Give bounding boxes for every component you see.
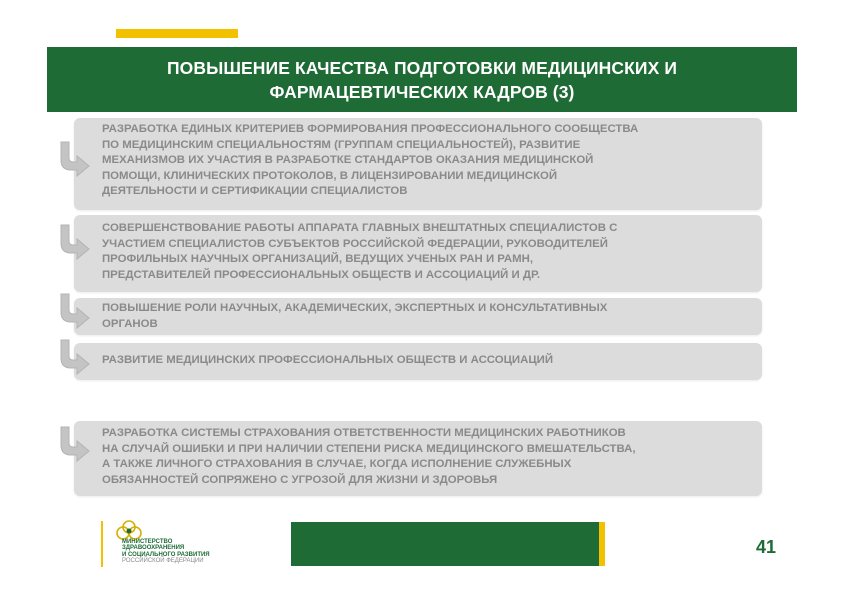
- page-title-line-1: ПОВЫШЕНИЕ КАЧЕСТВА ПОДГОТОВКИ МЕДИЦИНСКИХ И: [166, 57, 678, 78]
- curved-arrow-icon: [57, 140, 91, 180]
- page-title-line-2: ФАРМАЦЕВТИЧЕСКИХ КАДРОВ (3): [269, 81, 575, 102]
- list-item-text: СОВЕРШЕНСТВОВАНИЕ РАБОТЫ АППАРАТА ГЛАВНЫХ ВНЕШТАТНЫХ СПЕЦИАЛИСТОВ С УЧАСТИЕМ СПЕЦИАЛИСТОВ СУБЪЕКТОВ РОССИЙСКОЙ ФЕДЕРАЦИИ, РУКОВОДИТЕЛЕЙ ПРОФИЛЬНЫХ НАУЧНЫХ ОРГАНИЗАЦИЙ, ВЕДУЩИХ УЧЕНЫХ РАН И РАМН, ПРЕДСТАВИТЕЛЕЙ ПРОФЕССИОНАЛЬНЫХ ОБЩЕСТВ И АССОЦИАЦИЙ И ДР.: [102, 222, 618, 281]
- logo-divider: [101, 521, 103, 567]
- list-item-text: ПОВЫШЕНИЕ РОЛИ НАУЧНЫХ, АКАДЕМИЧЕСКИХ, ЭКСПЕРТНЫХ И КОНСУЛЬТАТИВНЫХ ОРГАНОВ: [102, 302, 608, 330]
- list-item: [74, 215, 762, 292]
- list-item: [74, 343, 762, 380]
- list-item: [74, 298, 762, 335]
- list-item-text: РАЗРАБОТКА ЕДИНЫХ КРИТЕРИЕВ ФОРМИРОВАНИЯ ПРОФЕССИОНАЛЬНОГО СООБЩЕСТВА ПО МЕДИЦИНСКИМ СПЕЦИАЛЬНОСТЯМ (ГРУППАМ СПЕЦИАЛЬНОСТЕЙ), РАЗВИТИЕ МЕХАНИЗМОВ ИХ УЧАСТИЯ В РАЗРАБОТКЕ СТАНДАРТОВ ОКАЗАНИЯ МЕДИЦИНСКОЙ ПОМОЩИ, КЛИНИЧЕСКИХ ПРОТОКОЛОВ, В ЛИЦЕНЗИРОВАНИИ МЕДИЦИНСКОЙ ДЕЯТЕЛЬНОСТИ И СЕРТИФИКАЦИИ СПЕЦИАЛИСТОВ: [102, 123, 639, 198]
- title-band: [47, 47, 797, 112]
- list-item: [74, 118, 762, 210]
- curved-arrow-icon: [57, 292, 91, 332]
- curved-arrow-icon: [57, 425, 91, 465]
- list-item-text: РАЗВИТИЕ МЕДИЦИНСКИХ ПРОФЕССИОНАЛЬНЫХ ОБЩЕСТВ И АССОЦИАЦИЙ: [102, 354, 554, 366]
- curved-arrow-icon: [57, 338, 91, 378]
- curved-arrow-icon: [57, 223, 91, 263]
- accent-bar: [116, 29, 238, 38]
- footer-green-band: [291, 522, 599, 566]
- footer-yellow-band: [599, 522, 605, 566]
- list-item-text: РАЗРАБОТКА СИСТЕМЫ СТРАХОВАНИЯ ОТВЕТСТВЕННОСТИ МЕДИЦИНСКИХ РАБОТНИКОВ НА СЛУЧАЙ ОШИБКИ И ПРИ НАЛИЧИИ СТЕПЕНИ РИСКА МЕДИЦИНСКОГО ВМЕШАТЕЛЬСТВА, А ТАКЖЕ ЛИЧНОГО СТРАХОВАНИЯ В СЛУЧАЕ, КОГДА ИСПОЛНЕНИЕ СЛУЖЕБНЫХ ОБЯЗАННОСТЕЙ СОПРЯЖЕНО С УГРОЗОЙ ДЛЯ ЖИЗНИ И ЗДОРОВЬЯ: [102, 427, 636, 486]
- ministry-logo-text: МИНИСТЕРСТВО ЗДРАВООХРАНЕНИЯ И СОЦИАЛЬНОГО РАЗВИТИЯ РОССИЙСКОЙ ФЕДЕРАЦИИ: [122, 539, 210, 565]
- page-number: 41: [756, 537, 777, 557]
- list-item: [74, 421, 762, 496]
